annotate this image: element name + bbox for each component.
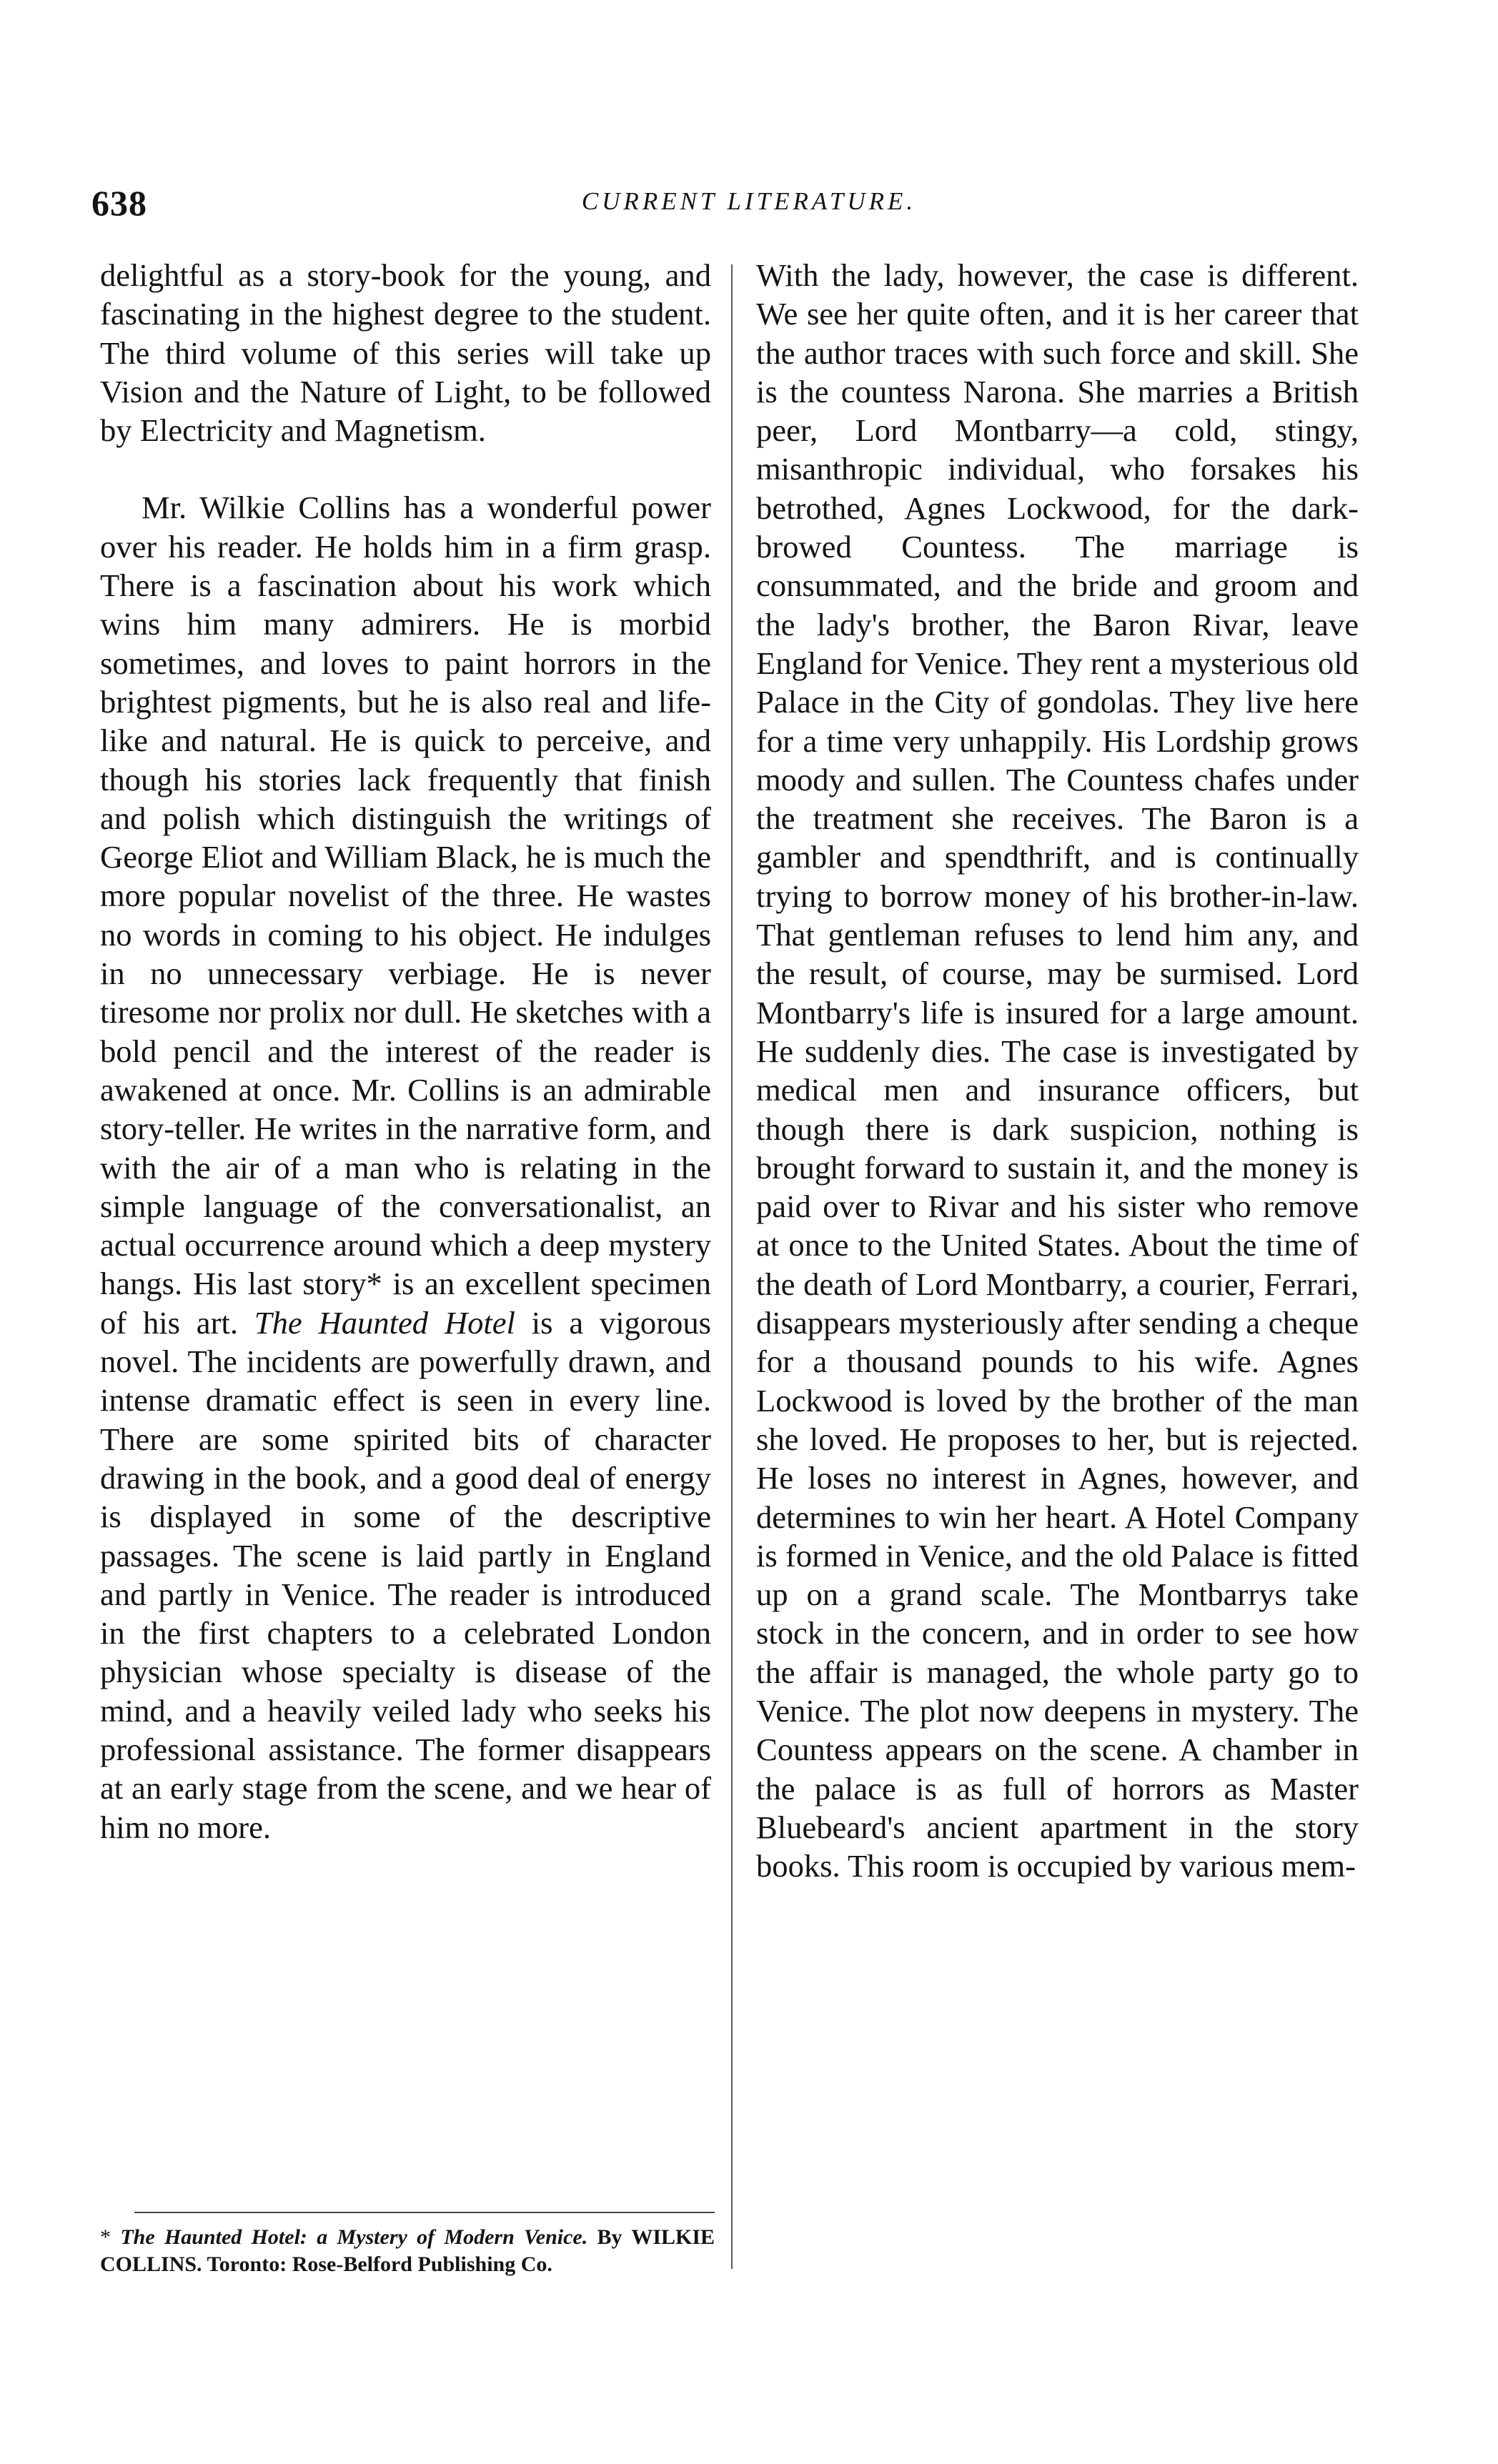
column-divider	[731, 264, 733, 2269]
book-title-italic: The Haunted Hotel	[254, 1304, 515, 1341]
left-paragraph-2	[100, 488, 711, 1846]
page-number: 638	[91, 183, 147, 223]
left-paragraph-1: delightful as a story-book for the young, and fascinating in the highest degree to the student. The third volume of this series will take up Vision and the Nature of Light, to be followed by Electricity and Magnetism.	[100, 257, 711, 449]
footnote-title: The Haunted Hotel: a Mystery of Modern Venice.	[120, 2225, 588, 2249]
footnote-rule	[134, 2212, 715, 2213]
left-column	[100, 256, 711, 1847]
footnote	[100, 2224, 715, 2278]
left-paragraph-2-part-b: is a vigorous novel. The incidents are powerfully drawn, and intense dramatic effect is seen in every line. There are some spirited bits of character drawing in the book, and a good deal of energy is displayed in some of the descriptive passages. The scene is laid partly in England and partly in Venice. The reader is introduced in the first chapters to a celebrated London physician whose specialty is disease of the mind, and a heavily veiled lady who seeks his professional assistance. The former disappears at an early stage from the scene, and we hear of him no more.	[100, 1304, 711, 1845]
footnote-details: By WILKIE COLLINS. Toronto: Rose-Belford Publishing Co.	[100, 2225, 715, 2276]
right-paragraph-1: With the lady, however, the case is different. We see her quite often, and it is her career that the author traces with such force and skill. She is the countess Narona. She marries a British peer, Lord Montbarry—a cold, stingy, misanthropic individual, who forsakes his betrothed, Agnes Lockwood, for the dark-browed Countess. The marriage is consummated, and the bride and groom and the lady's brother, the Baron Rivar, leave England for Venice. They rent a mysterious old Palace in the City of gondolas. They live here for a time very unhappily. His Lordship grows moody and sullen. The Countess chafes under the treatment she receives. The Baron is a gambler and spendthrift, and is continually trying to borrow money of his brother-in-law. That gentleman refuses to lend him any, and the result, of course, may be surmised. Lord Montbarry's life is insured for a large amount. He suddenly dies. The case is investigated by medical men and insurance officers, but though there is dark suspicion, nothing is brought forward to sustain it, and the money is paid over to Rivar and his sister who remove at once to the United States. About the time of the death of Lord Montbarry, a courier, Ferrari, disappears mysteriously after sending a cheque for a thousand pounds to his wife. Agnes Lockwood is loved by the brother of the man she loved. He proposes to her, but is rejected. He loses no interest in Agnes, however, and determines to win her heart. A Hotel Company is formed in Venice, and the old Palace is fitted up on a grand scale. The Montbarrys take stock in the concern, and in order to see how the affair is managed, the whole party go to Venice. The plot now deepens in mystery. The Countess appears on the scene. A chamber in the palace is as full of horrors as Master Bluebeard's ancient apartment in the story books. This room is occupied by various mem-	[756, 257, 1359, 1884]
left-paragraph-2-part-a: Mr. Wilkie Collins has a wonderful power over his reader. He holds him in a firm grasp. There is a fascination about his work which wins him many admirers. He is morbid sometimes, and loves to paint horrors in the brightest pigments, but he is also real and life-like and natural. He is quick to perceive, and though his stories lack frequently that finish and polish which distinguish the writings of George Eliot and William Black, he is much the more popular novelist of the three. He wastes no words in coming to his object. He indulges in no unnecessary verbiage. He is never tiresome nor prolix nor dull. He sketches with a bold pencil and the interest of the reader is awakened at once. Mr. Collins is an admirable story-teller. He writes in the narrative form, and with the air of a man who is relating in the simple language of the conversationalist, an actual occurrence around which a deep mystery hangs. His last story* is an excellent specimen of his art.	[100, 490, 711, 1341]
right-column	[756, 256, 1359, 1885]
running-title: CURRENT LITERATURE.	[581, 187, 917, 215]
footnote-marker: *	[100, 2225, 111, 2249]
